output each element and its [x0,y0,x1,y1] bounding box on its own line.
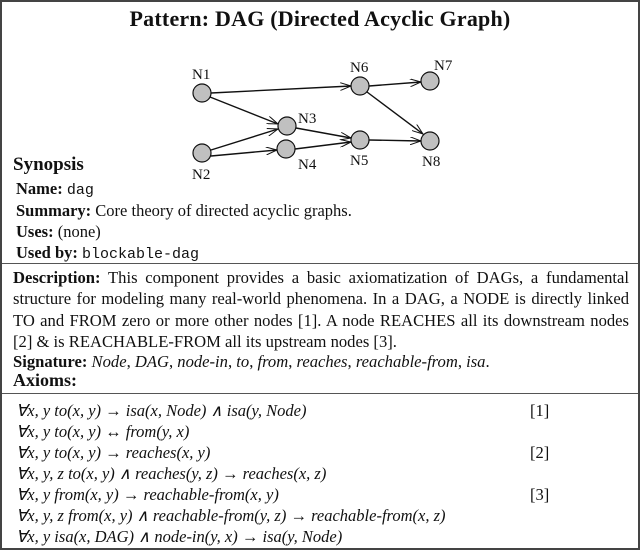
dag-diagram [2,2,638,192]
description-label: Description: [13,268,101,287]
axiom-line: ∀x, y, z from(x, y) ∧ reachable-from(y, z) → reachable-from(x, z) [16,506,446,525]
used-by-label: Used by: [16,243,78,262]
label-n2: N2 [192,167,211,183]
axiom-ref: [3] [530,485,550,504]
description-text: This component provides a basic axiomatization of DAGs, a fundamental structure for modeling many real-world phenomena. In a DAG, a NODE is directly linked TO and FROM zero or more other nodes [1]. A node REACHES all its downstream nodes [2] & is REACHABLE-FROM all its upstream nodes [3]. [13,268,629,351]
signature-item: Node [91,352,127,371]
node-n5 [351,131,369,149]
label-n6: N6 [350,60,369,76]
axiom-ref: [2] [530,443,550,462]
description [13,267,629,352]
synopsis-summary [16,201,352,221]
node-n8 [421,132,439,150]
edge-n4-n5 [295,142,351,149]
label-n8: N8 [422,154,441,170]
edge-n3-n5 [296,128,351,138]
edge-n1-n3 [210,97,278,124]
signature-item: node-in [177,352,228,371]
edges [210,82,423,156]
synopsis-used-by [16,243,199,263]
summary-value: Core theory of directed acyclic graphs. [95,201,352,220]
node-n3 [278,117,296,135]
signature-item: DAG [134,352,169,371]
summary-label: Summary: [16,201,92,220]
uses-value: (none) [57,222,101,241]
label-n3: N3 [298,111,317,127]
axioms-heading: Axioms: [13,370,77,390]
edge-n2-n4 [211,150,277,156]
axiom-ref: [1] [530,401,550,420]
axiom-line: ∀x, y to(x, y) → reaches(x, y) [16,443,211,462]
uses-label: Uses: [16,222,54,241]
node-n4 [277,140,295,158]
edge-n5-n8 [369,140,421,141]
node-n1 [193,84,211,102]
synopsis-name [16,179,94,199]
edge-n6-n7 [369,82,421,86]
signature: Signature: Node, DAG, node-in, to, from, reaches, reachable-from, isa. [13,352,490,371]
name-value: dag [66,182,94,199]
node-n7 [421,72,439,90]
divider [2,263,638,264]
node-n2 [193,144,211,162]
signature-label: Signature: [13,352,88,371]
edge-n1-n6 [211,86,351,93]
signature-item: isa [466,352,486,371]
signature-item: from [257,352,289,371]
axiom-line: ∀x, y to(x, y) → isa(x, Node) ∧ isa(y, Node) [16,401,307,420]
divider [2,393,638,394]
axiom-line: ∀x, y from(x, y) → reachable-from(x, y) [16,485,279,504]
signature-item: to [236,352,250,371]
page-title: Pattern: DAG (Directed Acyclic Graph) [129,6,511,31]
axiom-line: ∀x, y to(x, y) ↔ from(y, x) [16,422,190,441]
edge-n2-n3 [211,129,278,150]
used-by-value: blockable-dag [82,246,200,263]
synopsis-heading: Synopsis [13,154,84,175]
signature-item: reaches [296,352,348,371]
node-n6 [351,77,369,95]
axiom-line: ∀x, y isa(x, DAG) ∧ node-in(y, x) → isa(y, Node) [16,527,343,546]
synopsis-uses [16,222,101,242]
label-n7: N7 [434,58,453,74]
axiom-line: ∀x, y, z to(x, y) ∧ reaches(y, z) → reaches(x, z) [16,464,327,483]
name-label: Name: [16,179,63,198]
label-n1: N1 [192,67,211,83]
edge-n6-n8 [367,92,423,134]
signature-item: reachable-from [355,352,458,371]
label-n4: N4 [298,157,317,173]
label-n5: N5 [350,153,369,169]
